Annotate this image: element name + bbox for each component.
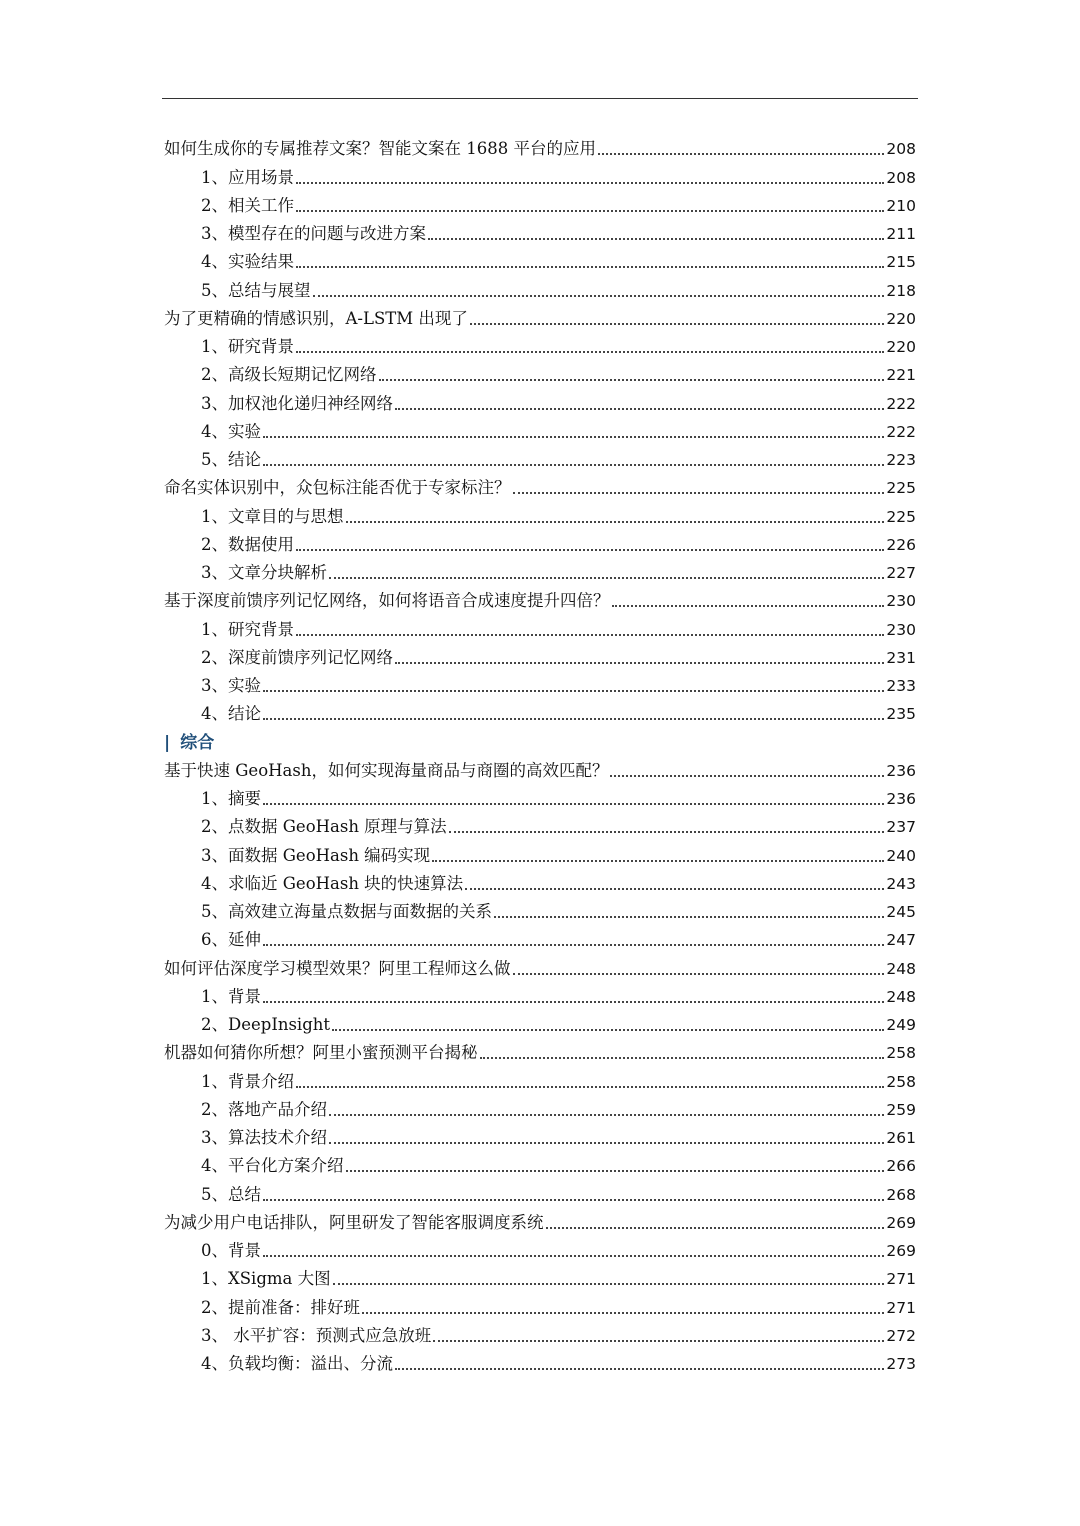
dot-leader <box>329 577 884 579</box>
dot-leader <box>296 210 884 212</box>
dot-leader <box>296 549 884 551</box>
toc-entry-title[interactable]: 4、负载均衡：溢出、分流 <box>201 1354 393 1373</box>
toc-entry-title[interactable]: 2、高级长短期记忆网络 <box>201 365 377 385</box>
toc-entry-title[interactable]: 如何生成你的专属推荐文案？智能文案在 1688 平台的应用 <box>164 139 596 159</box>
toc-subentry[interactable] <box>164 641 916 669</box>
toc-entry-title[interactable]: 2、相关工作 <box>201 195 294 215</box>
toc-subentry[interactable] <box>164 782 916 810</box>
toc-page-number[interactable]: 271 <box>886 1270 916 1289</box>
toc-entry-title[interactable]: 为减少用户电话排队，阿里研发了智能客服调度系统 <box>164 1212 544 1232</box>
toc-page-number[interactable]: 237 <box>886 818 916 837</box>
dot-leader <box>263 803 884 805</box>
toc-page-number[interactable]: 218 <box>886 281 916 300</box>
toc-entry-title[interactable]: 1、文章目的与思想 <box>201 506 344 526</box>
dot-leader <box>362 1312 884 1314</box>
toc-subentry[interactable] <box>164 1093 916 1121</box>
toc-subentry[interactable] <box>164 1290 916 1318</box>
toc-page-number[interactable]: 261 <box>886 1129 916 1147</box>
dot-leader <box>449 831 885 833</box>
toc-subentry[interactable] <box>164 273 916 301</box>
toc-entry-title[interactable]: 命名实体识别中，众包标注能否优于专家标注？ <box>164 478 511 498</box>
toc-subentry[interactable] <box>164 1234 916 1262</box>
toc-subentry[interactable] <box>164 1347 916 1375</box>
toc-entry-title[interactable]: 1、研究背景 <box>201 619 294 639</box>
dot-leader <box>395 1368 884 1370</box>
toc-entry-title[interactable]: 基于快速 GeoHash，如何实现海量商品与商圈的高效匹配？ <box>164 760 609 780</box>
toc-entry-title[interactable]: 4、平台化方案介绍 <box>201 1156 344 1176</box>
table-of-contents <box>164 132 916 1375</box>
toc-subentry[interactable] <box>164 1149 916 1177</box>
toc-page-number[interactable]: 273 <box>886 1355 916 1373</box>
toc-entry-title[interactable]: 1、研究背景 <box>201 337 294 356</box>
toc-entry-title[interactable]: 4、实验 <box>201 421 261 441</box>
toc-subentry[interactable] <box>164 443 916 471</box>
toc-entry-title[interactable]: 4、结论 <box>201 704 261 724</box>
dot-leader <box>433 1340 884 1342</box>
toc-entry[interactable] <box>164 584 916 612</box>
toc-subentry[interactable] <box>164 528 916 556</box>
toc-entry[interactable] <box>164 132 916 160</box>
toc-subentry[interactable] <box>164 415 916 443</box>
toc-entry-title[interactable]: 基于深度前馈序列记忆网络，如何将语音合成速度提升四倍？ <box>164 591 610 611</box>
dot-leader <box>346 521 885 523</box>
dot-leader <box>329 1114 884 1116</box>
toc-entry-title[interactable]: 2、DeepInsight <box>201 1015 331 1034</box>
toc-subentry[interactable] <box>164 1177 916 1205</box>
toc-entry-title[interactable]: 3、算法技术介绍 <box>201 1128 327 1147</box>
toc-entry-title[interactable]: 3、 水平扩容：预测式应急放班 <box>201 1325 432 1345</box>
dot-leader <box>263 436 884 438</box>
toc-entry-title[interactable]: 4、实验结果 <box>201 252 294 272</box>
toc-entry-title[interactable]: 1、XSigma 大图 <box>201 1269 331 1289</box>
dot-leader <box>296 1086 884 1088</box>
dot-leader <box>395 662 884 664</box>
section-title: 综合 <box>180 732 215 753</box>
dot-leader <box>263 1199 884 1201</box>
toc-page-number[interactable]: 245 <box>886 903 916 921</box>
dot-leader <box>296 182 884 184</box>
toc-page-number[interactable]: 227 <box>886 564 916 582</box>
toc-entry-title[interactable]: 2、点数据 GeoHash 原理与算法 <box>201 817 447 837</box>
toc-entry[interactable] <box>164 1036 916 1064</box>
toc-page-number[interactable]: 208 <box>886 168 916 187</box>
toc-entry-title[interactable]: 1、应用场景 <box>201 167 294 187</box>
toc-entry-title[interactable]: 5、总结与展望 <box>201 280 311 300</box>
toc-page-number[interactable]: 225 <box>886 479 916 498</box>
toc-entry[interactable] <box>164 951 916 979</box>
dot-leader <box>610 775 884 777</box>
toc-page-number[interactable]: 236 <box>886 761 916 780</box>
toc-subentry[interactable] <box>164 217 916 245</box>
toc-entry-title[interactable]: 2、数据使用 <box>201 534 294 554</box>
toc-subentry[interactable] <box>164 499 916 527</box>
dot-leader <box>263 1001 884 1003</box>
toc-entry-title[interactable]: 5、结论 <box>201 450 261 469</box>
toc-entry-title[interactable]: 1、背景介绍 <box>201 1071 294 1091</box>
toc-page-number[interactable]: 240 <box>886 846 916 865</box>
toc-subentry[interactable] <box>164 923 916 951</box>
toc-page-number[interactable]: 223 <box>886 451 916 469</box>
toc-page-number[interactable]: 222 <box>886 394 916 413</box>
toc-subentry[interactable] <box>164 895 916 923</box>
dot-leader <box>546 1227 885 1229</box>
toc-page-number[interactable]: 221 <box>886 366 916 385</box>
toc-subentry[interactable] <box>164 838 916 866</box>
toc-entry-title[interactable]: 1、摘要 <box>201 789 261 808</box>
dot-leader <box>346 1170 885 1172</box>
dot-leader <box>470 323 885 325</box>
toc-page-number[interactable]: 231 <box>886 648 916 667</box>
toc-entry-title[interactable]: 1、背景 <box>201 986 261 1006</box>
toc-subentry[interactable] <box>164 1262 916 1290</box>
toc-page-number[interactable]: 220 <box>886 338 916 356</box>
toc-entry-title[interactable]: 为了更精确的情感识别，A-LSTM 出现了 <box>164 308 468 328</box>
dot-leader <box>612 605 885 607</box>
dot-leader <box>296 266 884 268</box>
toc-entry-title[interactable]: 6、延伸 <box>201 930 261 950</box>
toc-subentry[interactable] <box>164 330 916 358</box>
toc-subentry[interactable] <box>164 697 916 725</box>
toc-subentry[interactable] <box>164 867 916 895</box>
dot-leader <box>598 153 884 155</box>
dot-leader <box>432 860 884 862</box>
dot-leader <box>395 408 884 410</box>
dot-leader <box>263 464 884 466</box>
toc-page-number[interactable]: 215 <box>886 253 916 272</box>
toc-page-number[interactable]: 247 <box>886 931 916 950</box>
toc-entry-title[interactable]: 0、背景 <box>201 1241 261 1260</box>
toc-page-number[interactable]: 248 <box>886 959 916 978</box>
toc-entry-title[interactable]: 2、落地产品介绍 <box>201 1099 327 1119</box>
toc-page-number[interactable]: 266 <box>886 1157 916 1176</box>
dot-leader <box>480 1057 885 1059</box>
toc-entry[interactable] <box>164 1206 916 1234</box>
toc-entry-title[interactable]: 3、模型存在的问题与改进方案 <box>201 224 426 243</box>
toc-subentry[interactable] <box>164 556 916 584</box>
toc-subentry[interactable] <box>164 358 916 386</box>
dot-leader <box>263 718 884 720</box>
toc-entry-title[interactable]: 机器如何猜你所想？阿里小蜜预测平台揭秘 <box>164 1043 478 1063</box>
dot-leader <box>263 690 884 692</box>
dot-leader <box>329 1142 884 1144</box>
dot-leader <box>263 1255 884 1257</box>
toc-page-number[interactable]: 258 <box>886 1044 916 1063</box>
toc-entry-title[interactable]: 3、面数据 GeoHash 编码实现 <box>201 845 431 865</box>
toc-entry-title[interactable]: 3、文章分块解析 <box>201 563 327 582</box>
dot-leader <box>379 379 885 381</box>
toc-page-number[interactable]: 233 <box>886 677 916 695</box>
toc-page-number[interactable]: 230 <box>886 620 916 639</box>
header-rule <box>162 98 918 99</box>
toc-subentry[interactable] <box>164 669 916 697</box>
toc-page-number[interactable]: 220 <box>886 309 916 328</box>
toc-subentry[interactable] <box>164 1064 916 1092</box>
toc-page-number[interactable]: 243 <box>886 874 916 893</box>
toc-entry[interactable] <box>164 471 916 499</box>
toc-subentry[interactable] <box>164 189 916 217</box>
toc-subentry[interactable] <box>164 1319 916 1347</box>
toc-page-number[interactable]: 259 <box>886 1100 916 1119</box>
dot-leader <box>494 916 884 918</box>
toc-entry-title[interactable]: 2、深度前馈序列记忆网络 <box>201 647 393 667</box>
toc-subentry[interactable] <box>164 1121 916 1149</box>
section-bar-marker: | <box>164 732 171 753</box>
toc-subentry[interactable] <box>164 386 916 414</box>
toc-page-number[interactable]: 211 <box>886 225 916 243</box>
toc-entry-title[interactable]: 5、总结 <box>201 1184 261 1204</box>
dot-leader <box>296 351 884 353</box>
dot-leader <box>333 1283 885 1285</box>
dot-leader <box>332 1029 884 1031</box>
toc-page-number[interactable]: 222 <box>886 422 916 441</box>
toc-entry-title[interactable]: 5、高效建立海量点数据与面数据的关系 <box>201 902 492 921</box>
toc-page-number[interactable]: 268 <box>886 1185 916 1204</box>
toc-page-number[interactable]: 249 <box>886 1016 916 1034</box>
toc-entry-title[interactable]: 4、求临近 GeoHash 块的快速算法 <box>201 873 464 893</box>
toc-page-number[interactable]: 236 <box>886 790 916 808</box>
toc-page-number[interactable]: 248 <box>886 987 916 1006</box>
toc-entry[interactable] <box>164 754 916 782</box>
toc-page-number[interactable]: 272 <box>886 1326 916 1345</box>
toc-entry[interactable] <box>164 302 916 330</box>
toc-subentry[interactable] <box>164 612 916 640</box>
toc-entry-title[interactable]: 3、加权池化递归神经网络 <box>201 393 393 413</box>
toc-subentry[interactable] <box>164 245 916 273</box>
dot-leader <box>465 888 884 890</box>
dot-leader <box>428 238 884 240</box>
toc-page-number[interactable]: 230 <box>886 592 916 611</box>
dot-leader <box>296 634 884 636</box>
toc-subentry[interactable] <box>164 1008 916 1036</box>
toc-subentry[interactable] <box>164 160 916 188</box>
section-heading <box>164 725 916 753</box>
toc-subentry[interactable] <box>164 810 916 838</box>
toc-page-number[interactable]: 208 <box>886 140 916 159</box>
toc-entry-title[interactable]: 3、实验 <box>201 676 261 695</box>
toc-page-number[interactable]: 225 <box>886 507 916 526</box>
toc-page-number[interactable]: 269 <box>886 1242 916 1260</box>
dot-leader <box>313 295 885 297</box>
toc-page-number[interactable]: 258 <box>886 1072 916 1091</box>
toc-page-number[interactable]: 226 <box>886 535 916 554</box>
toc-entry-title[interactable]: 如何评估深度学习模型效果？阿里工程师这么做 <box>164 958 511 978</box>
toc-page-number[interactable]: 235 <box>886 705 916 724</box>
toc-page-number[interactable]: 271 <box>886 1298 916 1317</box>
toc-subentry[interactable] <box>164 980 916 1008</box>
toc-entry-title[interactable]: 2、提前准备：排好班 <box>201 1297 360 1317</box>
dot-leader <box>513 492 885 494</box>
toc-page-number[interactable]: 210 <box>886 196 916 215</box>
toc-page-number[interactable]: 269 <box>886 1213 916 1232</box>
dot-leader <box>513 973 885 975</box>
dot-leader <box>263 944 884 946</box>
